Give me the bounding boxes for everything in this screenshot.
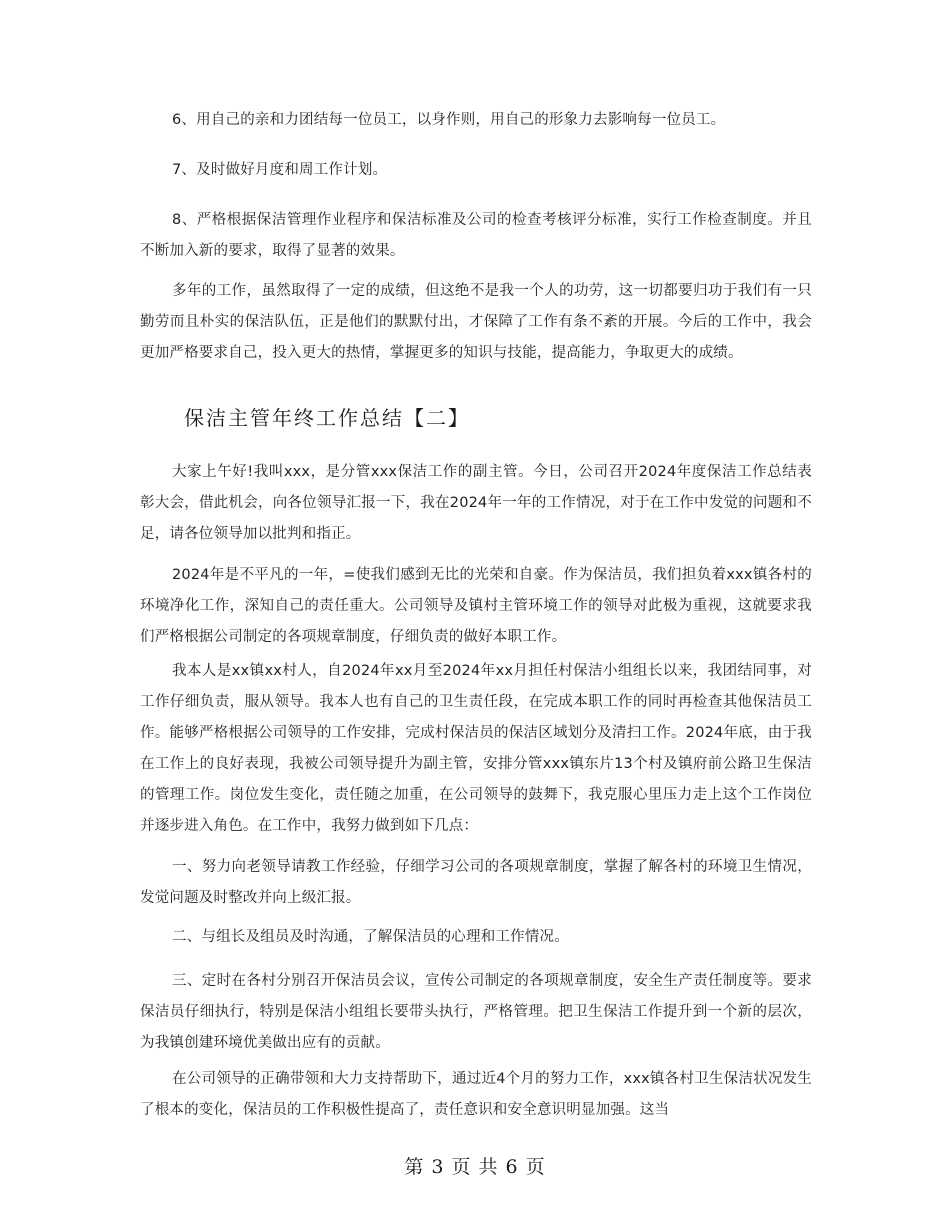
- paragraph-point-3: 三、定时在各村分别召开保洁员会议，宣传公司制定的各项规章制度，安全生产责任制度等。要求保洁员仔细执行，特别是保洁小组组长要带头执行，严格管理。把卫生保洁工作提升到一个新的层次，为我镇创建环境优美做出应有的贡献。: [140, 973, 812, 1051]
- paragraph-item-8: 8、严格根据保洁管理作业程序和保洁标准及公司的检查考核评分标准，实行工作检查制度。并且不断加入新的要求，取得了显著的效果。: [140, 212, 812, 259]
- paragraph-conclusion: 多年的工作，虽然取得了一定的成绩，但这绝不是我一个人的功劳，这一切都要归功于我们有一只勤劳而且朴实的保洁队伍，正是他们的默默付出，才保障了工作有条不紊的开展。今后的工作中，我会更加严格要求自己，投入更大的热情，掌握更多的知识与技能，提高能力，争取更大的成绩。: [140, 283, 812, 361]
- paragraph-year-summary: 2024年是不平凡的一年，=使我们感到无比的光荣和自豪。作为保洁员，我们担负着xxx镇各村的环境净化工作，深知自己的责任重大。公司领导及镇村主管环境工作的领导对此极为重视，这就要求我们严格根据公司制定的各项规章制度，仔细负责的做好本职工作。: [140, 567, 812, 645]
- paragraph-point-2: 二、与组长及组员及时沟通，了解保洁员的心理和工作情况。: [172, 929, 569, 945]
- paragraph-personal-background: 我本人是xx镇xx村人，自2024年xx月至2024年xx月担任村保洁小组组长以来，我团结同事，对工作仔细负责，服从领导。我本人也有自己的卫生责任段，在完成本职工作的同时再检查其他保洁员工作。能够严格根据公司领导的工作安排，完成村保洁员的保洁区域划分及清扫工作。2024年底，由于我在工作上的良好表现，我被公司领导提升为副主管，安排分管xxx镇东片13个村及镇府前公路卫生保洁的管理工作。岗位发生变化，责任随之加重，在公司领导的鼓舞下，我克服心里压力走上这个工作岗位并逐步进入角色。在工作中，我努力做到如下几点：: [140, 663, 812, 834]
- paragraph-item-7: 7、及时做好月度和周工作计划。: [172, 162, 388, 178]
- paragraph-point-1: 一、努力向老领导请教工作经验，仔细学习公司的各项规章制度，掌握了解各村的环境卫生情况，发觉问题及时整改并向上级汇报。: [140, 859, 812, 906]
- page-footer: 第 3 页 共 6 页: [404, 1156, 546, 1178]
- paragraph-greeting: 大家上午好!我叫xxx，是分管xxx保洁工作的副主管。今日，公司召开2024年度保洁工作总结表彰大会，借此机会，向各位领导汇报一下，我在2024年一年的工作情况，对于在工作中发觉的问题和不足，请各位领导加以批判和指正。: [140, 464, 812, 542]
- paragraph-item-6: 6、用自己的亲和力团结每一位员工，以身作则，用自己的形象力去影响每一位员工。: [172, 112, 726, 128]
- section-heading: 保洁主管年终工作总结【二】: [184, 406, 470, 430]
- paragraph-results: 在公司领导的正确带领和大力支持帮助下，通过近4个月的努力工作，xxx镇各村卫生保洁状况发生了根本的变化，保洁员的工作积极性提高了，责任意识和安全意识明显加强。这当: [140, 1071, 812, 1118]
